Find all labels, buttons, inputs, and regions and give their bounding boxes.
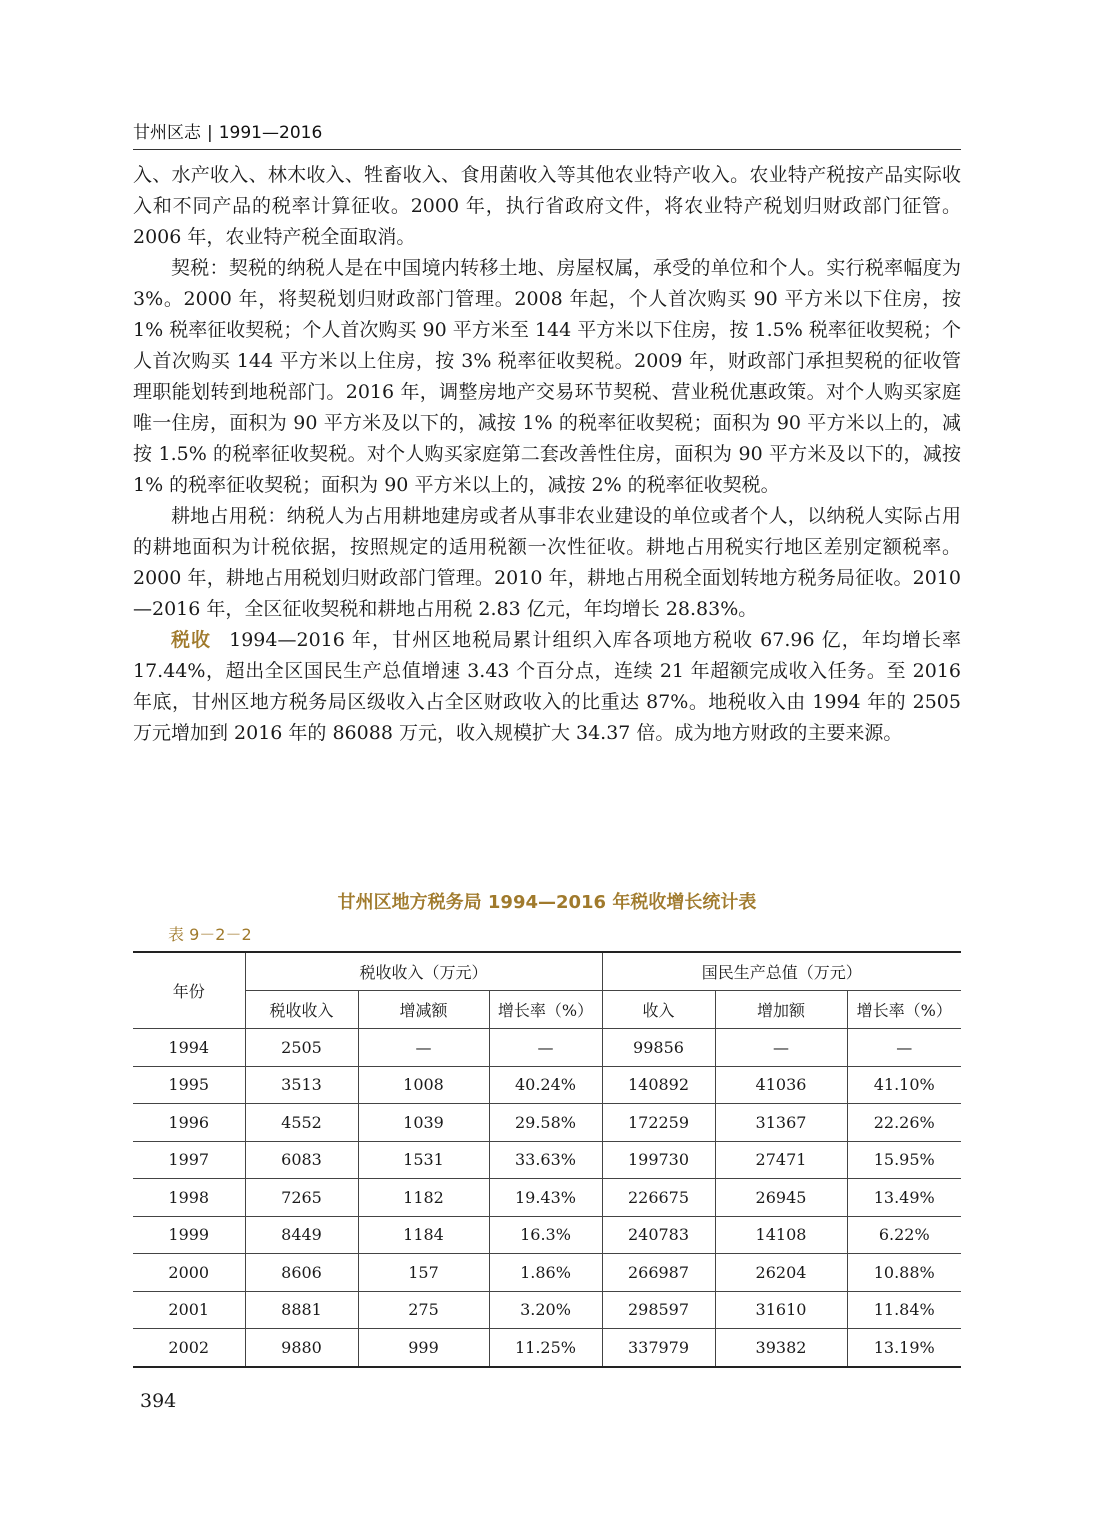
column-header: 增加额 <box>715 991 847 1029</box>
table-cell: 140892 <box>602 1066 715 1104</box>
table-cell: 22.26% <box>847 1104 961 1142</box>
header-year: 年份 <box>133 952 245 1029</box>
table-row <box>133 1216 961 1254</box>
tax-statistics-table <box>133 951 961 1368</box>
table-cell: 8449 <box>245 1216 358 1254</box>
table-cell: 41.10% <box>847 1066 961 1104</box>
table-cell: 157 <box>358 1254 489 1292</box>
table-cell: 337979 <box>602 1329 715 1367</box>
table-cell: 41036 <box>715 1066 847 1104</box>
table-title: 甘州区地方税务局 1994—2016 年税收增长统计表 <box>337 892 757 913</box>
table-number: 表 9－2－2 <box>168 925 252 944</box>
table-cell-year: 1996 <box>133 1104 245 1142</box>
table-cell: 39382 <box>715 1329 847 1367</box>
table-cell: 3.20% <box>489 1291 602 1329</box>
table-cell-year: 1994 <box>133 1029 245 1067</box>
table-cell: 1008 <box>358 1066 489 1104</box>
header-separator: | <box>207 123 213 143</box>
table-cell: 1184 <box>358 1216 489 1254</box>
table-cell: 16.3% <box>489 1216 602 1254</box>
table-cell: 1.86% <box>489 1254 602 1292</box>
table-cell: 226675 <box>602 1179 715 1217</box>
table-cell: 6.22% <box>847 1216 961 1254</box>
table-cell: 33.63% <box>489 1141 602 1179</box>
table-row <box>133 1141 961 1179</box>
table-cell: — <box>358 1029 489 1067</box>
table-cell-year: 2001 <box>133 1291 245 1329</box>
table-cell: 275 <box>358 1291 489 1329</box>
table-cell: 99856 <box>602 1029 715 1067</box>
section-label-tax: 税收 <box>171 629 212 651</box>
table-cell: 3513 <box>245 1066 358 1104</box>
table-cell-year: 1995 <box>133 1066 245 1104</box>
column-header: 收入 <box>602 991 715 1029</box>
page-number: 394 <box>140 1390 177 1412</box>
body-text <box>133 160 961 749</box>
table-cell: 19.43% <box>489 1179 602 1217</box>
paragraph-agri-tax: 入、水产收入、林木收入、牲畜收入、食用菌收入等其他农业特产收入。农业特产税按产品实际收入和不同产品的税率计算征收。2000 年，执行省政府文件，将农业特产税划归财政部门征管。2006 年，农业特产税全面取消。 <box>133 164 961 248</box>
running-head <box>133 118 961 150</box>
table-cell: 26204 <box>715 1254 847 1292</box>
table-cell: 6083 <box>245 1141 358 1179</box>
table-cell: 8606 <box>245 1254 358 1292</box>
table-row <box>133 1066 961 1104</box>
table-cell: 11.84% <box>847 1291 961 1329</box>
table-cell: 7265 <box>245 1179 358 1217</box>
table-row <box>133 1329 961 1367</box>
table-cell: 199730 <box>602 1141 715 1179</box>
table-cell: 15.95% <box>847 1141 961 1179</box>
table-cell: 240783 <box>602 1216 715 1254</box>
table-cell: 1182 <box>358 1179 489 1217</box>
table-row <box>133 1179 961 1217</box>
table-cell-year: 2000 <box>133 1254 245 1292</box>
table-cell: 9880 <box>245 1329 358 1367</box>
table-cell: — <box>847 1029 961 1067</box>
table-cell: 172259 <box>602 1104 715 1142</box>
table-cell: 13.19% <box>847 1329 961 1367</box>
table-cell-year: 2002 <box>133 1329 245 1367</box>
table-cell: 999 <box>358 1329 489 1367</box>
book-title: 甘州区志 <box>133 123 201 143</box>
table-cell: — <box>715 1029 847 1067</box>
paragraph-tax-revenue <box>133 625 961 749</box>
table-cell: 298597 <box>602 1291 715 1329</box>
table-row <box>133 1291 961 1329</box>
header-period: 1991—2016 <box>218 123 323 143</box>
table-cell: 14108 <box>715 1216 847 1254</box>
table-row <box>133 1029 961 1067</box>
table-cell: 1039 <box>358 1104 489 1142</box>
table-cell: 26945 <box>715 1179 847 1217</box>
column-header: 增减额 <box>358 991 489 1029</box>
column-header: 增长率（%） <box>847 991 961 1029</box>
tax-revenue-text: 1994—2016 年，甘州区地税局累计组织入库各项地方税收 67.96 亿，年均增长率 17.44%，超出全区国民生产总值增速 3.43 个百分点，连续 21 年超额完成收入任务。至 2016 年底，甘州区地方税务局区级收入占全区财政收入的比重达 87%。地税收入由 1994 年的 2505 万元增加到 2016 年的 86088 万元，收入规模扩大 34.37 倍。成为地方财政的主要来源。 <box>133 629 961 744</box>
table-cell: 10.88% <box>847 1254 961 1292</box>
table-cell: 2505 <box>245 1029 358 1067</box>
table-cell-year: 1998 <box>133 1179 245 1217</box>
table-cell: 27471 <box>715 1141 847 1179</box>
table-cell: 8881 <box>245 1291 358 1329</box>
table-cell: — <box>489 1029 602 1067</box>
paragraph-deed-tax: 契税：契税的纳税人是在中国境内转移土地、房屋权属，承受的单位和个人。实行税率幅度为 3%。2000 年，将契税划归财政部门管理。2008 年起，个人首次购买 90 平方米以下住房，按 1% 税率征收契税；个人首次购买 90 平方米至 144 平方米以下住房，按 1.5% 税率征收契税；个人首次购买 144 平方米以上住房，按 3% 税率征收契税。2009 年，财政部门承担契税的征收管理职能划转到地税部门。2016 年，调整房地产交易环节契税、营业税优惠政策。对个人购买家庭唯一住房，面积为 90 平方米及以下的，减按 1% 的税率征收契税；面积为 90 平方米以上的，减按 1.5% 的税率征收契税。对个人购买家庭第二套改善性住房，面积为 90 平方米及以下的，减按 1% 的税率征收契税；面积为 90 平方米以上的，减按 2% 的税率征收契税。 <box>133 257 961 496</box>
header-group-tax: 税收收入（万元） <box>245 952 602 991</box>
table-cell: 31367 <box>715 1104 847 1142</box>
table-cell: 1531 <box>358 1141 489 1179</box>
column-header: 税收收入 <box>245 991 358 1029</box>
table-cell: 29.58% <box>489 1104 602 1142</box>
table-cell-year: 1999 <box>133 1216 245 1254</box>
table-body <box>133 1029 961 1367</box>
header-group-gdp: 国民生产总值（万元） <box>602 952 961 991</box>
table-cell: 4552 <box>245 1104 358 1142</box>
table-cell: 31610 <box>715 1291 847 1329</box>
paragraph-land-tax: 耕地占用税：纳税人为占用耕地建房或者从事非农业建设的单位或者个人，以纳税人实际占用的耕地面积为计税依据，按照规定的适用税额一次性征收。耕地占用税实行地区差别定额税率。2000 年，耕地占用税划归财政部门管理。2010 年，耕地占用税全面划转地方税务局征收。2010—2016 年，全区征收契税和耕地占用税 2.83 亿元，年均增长 28.83%。 <box>133 505 961 620</box>
table-cell-year: 1997 <box>133 1141 245 1179</box>
table-cell: 13.49% <box>847 1179 961 1217</box>
table-cell: 11.25% <box>489 1329 602 1367</box>
table-row <box>133 1254 961 1292</box>
table-cell: 266987 <box>602 1254 715 1292</box>
column-header: 增长率（%） <box>489 991 602 1029</box>
table-cell: 40.24% <box>489 1066 602 1104</box>
table-row <box>133 1104 961 1142</box>
